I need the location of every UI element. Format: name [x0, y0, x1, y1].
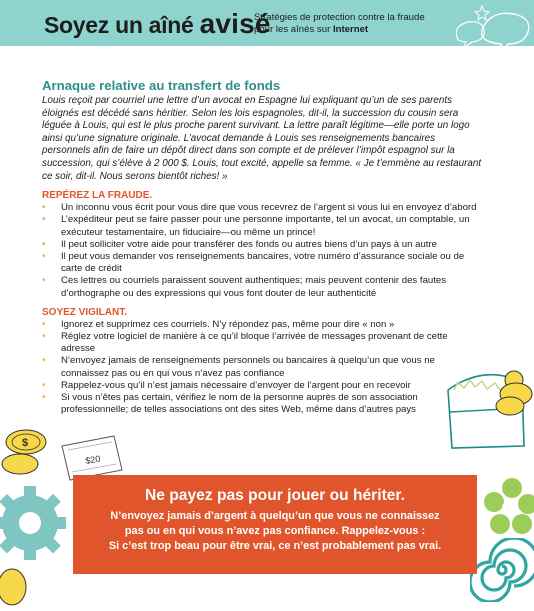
bullet-icon: • [42, 330, 46, 342]
list-item-text: Réglez votre logiciel de manière à ce qu’il bloque l’arrivée de messages provenant de cette adresse [61, 330, 448, 355]
banner-title: Ne payez pas pour jouer ou hériter. [145, 487, 405, 504]
list-item [42, 214, 482, 238]
bullet-icon: • [42, 392, 46, 403]
bullet-icon: • [42, 250, 46, 262]
brand-title [44, 8, 271, 40]
coin-icon [490, 378, 534, 418]
tagline-line2-bold: Internet [332, 23, 369, 35]
list-item [42, 202, 482, 214]
list-item-text: L’expéditeur peut se faire passer pour une personne importante, tel un avocat, un comptable, un exécuteur testamentaire, un fiduciaire—ou même un prince! [61, 214, 470, 238]
tagline-line1: Stratégies de protection contre la fraude [254, 12, 425, 23]
brand-part2: avisé [199, 8, 271, 39]
coin-icon [0, 565, 30, 607]
list-item [42, 331, 482, 355]
list-item [42, 239, 482, 251]
spot-fraud-heading: REPÉREZ LA FRAUDE. [42, 190, 153, 202]
spot-fraud-list [42, 202, 482, 300]
banner-line3: Si c’est trop beau pour être vrai, ce n’est probablement pas vrai. [108, 540, 442, 552]
bullet-icon: • [42, 318, 46, 330]
header-bar [0, 0, 534, 46]
list-item [42, 392, 482, 416]
bullet-icon: • [42, 275, 46, 287]
tagline-line2 [254, 24, 425, 36]
tagline-line2-prefix: pour les aînés sur [254, 23, 333, 35]
bullet-icon: • [42, 238, 46, 250]
list-item-text: Rappelez-vous qu’il n’est jamais nécessaire d’envoyer de l’argent pour en recevoir [61, 379, 411, 391]
list-item [42, 380, 482, 392]
list-item-text: Ignorez et supprimez ces courriels. N’y répondez pas, même pour dire « non » [61, 318, 395, 330]
list-item [42, 355, 482, 379]
spiral-icon [470, 538, 534, 602]
bullet-icon: • [42, 214, 46, 226]
list-item [42, 319, 482, 331]
bullet-icon: • [42, 202, 46, 214]
list-item-text: Il peut solliciter votre aide pour transférer des fonds ou autres biens d’un pays à un autre [61, 238, 437, 250]
list-item [42, 251, 482, 275]
bullet-icon: • [42, 355, 46, 367]
gear-icon [0, 468, 74, 578]
list-item-text: Il peut vous demander vos renseignements bancaires, votre numéro d’assurance sociale ou de carte de crédit [61, 250, 465, 275]
article-story: Louis reçoit par courriel une lettre d’un avocat en Espagne lui expliquant qu’un de ses parents éloignés est décédé sans héritier. Selon les lois espagnoles, dit-il, la succession du cousin sera léguée à Louis, qui est le plus proche parent survivant. La lettre paraît légitime—elle porte un logo ainsi qu’une signature originale. L’avocat demande à Louis ses renseignements bancaires personnels afin de faire un dépôt direct dans son compte et de prélever l’impôt espagnol sur la succession, qui s’élève à 2 000 $. Louis, tout excité, appelle sa femme. « Je t’emmène au restaurant ce soir, dit-il. Nous serons bientôt riches! » [42, 95, 482, 182]
banner-line2: pas ou en qui vous n’avez pas confiance. Rappelez-vous : [124, 525, 426, 537]
list-item [42, 275, 482, 299]
article [42, 78, 482, 416]
tagline [254, 12, 425, 35]
be-vigilant-heading: SOYEZ VIGILANT. [42, 306, 128, 318]
list-item-text: Ces lettres ou courriels paraissent souvent authentiques; mais peuvent contenir des fautes d’orthographe ou des expressions qui vous font douter de leur authenticité [61, 275, 447, 299]
warning-banner [73, 475, 477, 574]
list-item-text: N’envoyez jamais de renseignements personnels ou bancaires à quelqu’un que vous ne connaissez pas ou en qui vous n’avez pas confiance [61, 355, 435, 379]
list-item-text: Si vous n’êtes pas certain, vérifiez le nom de la personne auprès de son association professionnelle; de telles associations ont des sites Web, même dans d’autres pays [61, 392, 418, 416]
bullet-icon: • [42, 379, 46, 391]
cheque-amount: $20 [84, 453, 102, 466]
speech-bubbles-icon [424, 0, 534, 60]
coin-symbol: $ [22, 437, 29, 449]
be-vigilant-list [42, 319, 482, 417]
brand-part1: Soyez un aîné [44, 12, 200, 38]
flower-icon [478, 478, 534, 538]
article-title: Arnaque relative au transfert de fonds [42, 78, 281, 93]
banner-body [73, 509, 477, 554]
list-item-text: Un inconnu vous écrit pour vous dire que vous recevrez de l’argent si vous lui en envoyez d’abord [61, 202, 477, 214]
banner-line1: N’envoyez jamais d’argent à quelqu’un que vous ne connaissez [110, 510, 440, 522]
